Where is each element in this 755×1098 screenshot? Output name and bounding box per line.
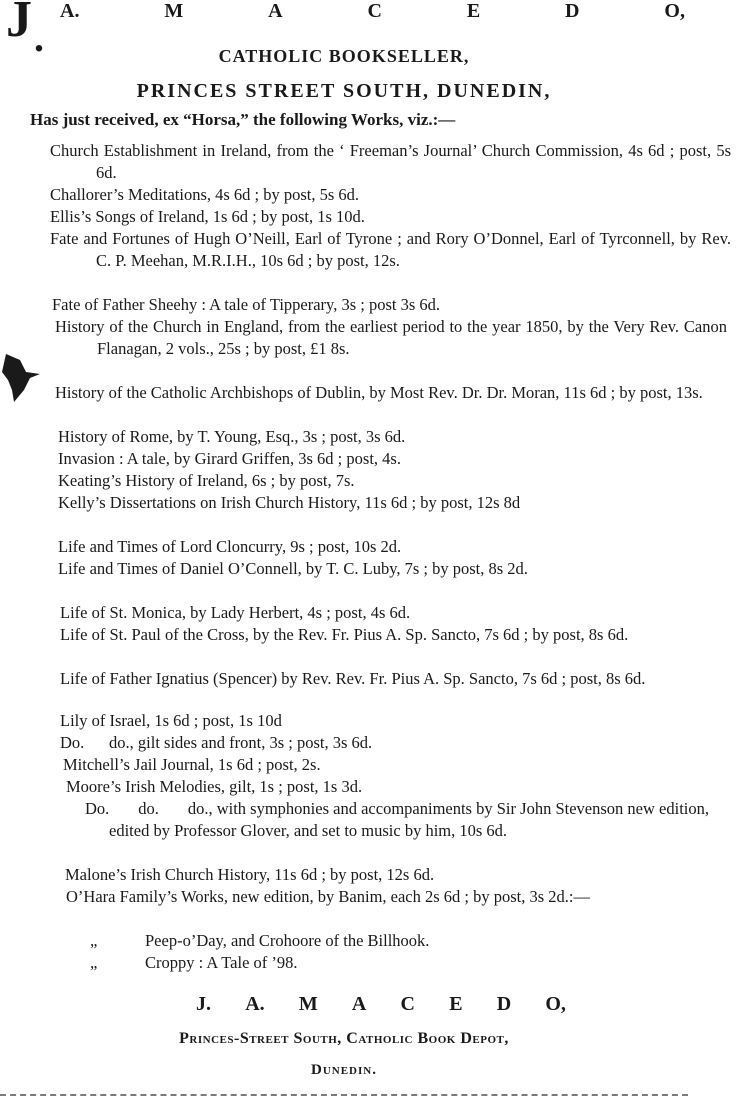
- header-address: PRINCES STREET SOUTH, DUNEDIN,: [136, 80, 552, 102]
- book-entry-text: Lily of Israel, 1s 6d ; post, 1s 10d: [60, 711, 282, 730]
- book-entry-text: Moore’s Irish Melodies, gilt, 1s ; post, 1s 3d.: [66, 777, 363, 796]
- book-entry-text: Do. do., gilt sides and front, 3s ; post, 3s 6d.: [60, 733, 373, 752]
- initial-letter: J: [6, 0, 32, 48]
- book-entry: [58, 492, 731, 514]
- name-letter: A: [351, 993, 367, 1015]
- book-entry: [60, 668, 733, 690]
- book-entry: [58, 558, 735, 580]
- book-entry: [60, 732, 731, 754]
- book-entry-text: Life of St. Paul of the Cross, by the Rev. Fr. Pius A. Sp. Sancto, 7s 6d ; by post, 8s 6d.: [60, 625, 629, 644]
- header-name: [60, 0, 685, 26]
- name-letter: A.: [245, 993, 265, 1015]
- pointing-hand-icon: [0, 350, 44, 406]
- name-letter: D: [496, 993, 512, 1015]
- ditto-mark: „: [90, 953, 98, 972]
- book-entry-text: Life of Father Ignatius (Spencer) by Rev. Rev. Fr. Pius A. Sp. Sancto, 7s 6d ; post, 8s 6d.: [60, 669, 646, 688]
- name-letter: J.: [196, 993, 211, 1015]
- footer-address: Princes-Street South, Catholic Book Depot,: [179, 1030, 509, 1047]
- name-letter: E: [449, 993, 463, 1015]
- book-entry: [58, 536, 731, 558]
- book-entry: [58, 470, 731, 492]
- book-entry-text: O’Hara Family’s Works, new edition, by Banim, each 2s 6d ; by post, 3s 2d.:—: [66, 887, 591, 906]
- book-entry: [63, 754, 731, 776]
- initial-dot: .: [34, 15, 44, 60]
- name-letter: C: [367, 0, 382, 22]
- book-entry-text: Challorer’s Meditations, 4s 6d ; by post, 5s 6d.: [50, 185, 360, 204]
- name-letter: A.: [60, 0, 80, 22]
- book-entry: [55, 316, 732, 360]
- book-entry: [66, 776, 731, 798]
- book-entry: [50, 228, 736, 272]
- bottom-rule: [0, 1094, 688, 1096]
- book-entry-text: Church Establishment in Ireland, from the ‘ Freeman’s Journal’ Church Commission, 4s 6d ; post, 5s 6d.: [50, 141, 736, 182]
- book-entry: [58, 448, 731, 470]
- book-entry-text: Fate of Father Sheehy : A tale of Tipperary, 3s ; post 3s 6d.: [52, 295, 441, 314]
- book-entry: [60, 602, 731, 624]
- footer-name: [196, 993, 566, 1021]
- book-entry: [85, 798, 714, 842]
- book-entry: [66, 886, 755, 908]
- book-entry-text: History of the Catholic Archbishops of Dublin, by Most Rev. Dr. Dr. Moran, 11s 6d ; by post, 13s.: [55, 383, 703, 402]
- book-entry: [50, 184, 731, 206]
- book-entry: [65, 864, 731, 886]
- book-entry-text: Invasion : A tale, by Girard Griffen, 3s 6d ; post, 4s.: [58, 449, 401, 468]
- book-entry: [60, 624, 735, 646]
- footer-city: Dunedin.: [311, 1062, 377, 1078]
- book-entry: [50, 140, 736, 184]
- book-entry: [58, 426, 731, 448]
- book-entry: [60, 710, 731, 732]
- book-entry-text: Malone’s Irish Church History, 11s 6d ; by post, 12s 6d.: [65, 865, 435, 884]
- sub-entry-text: Croppy : A Tale of ’98.: [145, 953, 298, 972]
- name-letter: A: [268, 0, 283, 22]
- name-letter: O,: [545, 993, 566, 1015]
- name-letter: O,: [664, 0, 685, 22]
- book-entry-text: Ellis’s Songs of Ireland, 1s 6d ; by post, 1s 10d.: [50, 207, 365, 226]
- intro-line: Has just received, ex “Horsa,” the following Works, viz.:—: [30, 110, 456, 129]
- book-entry-text: Fate and Fortunes of Hugh O’Neill, Earl of Tyrone ; and Rory O’Donnel, Earl of Tyrconnell, by Rev. C. P. Meehan, M.R.I.H., 10s 6d ; by post, 12s.: [50, 229, 736, 270]
- book-entry-text: Do. do. do., with symphonies and accompaniments by Sir John Stevenson new edition, edited by Professor Glover, and set to music by him, 10s 6d.: [85, 799, 714, 840]
- book-entry-text: Mitchell’s Jail Journal, 1s 6d ; post, 2s.: [63, 755, 321, 774]
- name-letter: D: [565, 0, 580, 22]
- book-entry-text: Life and Times of Daniel O’Connell, by T. C. Luby, 7s ; by post, 8s 2d.: [58, 559, 528, 578]
- book-entry: [50, 206, 731, 228]
- header-trade: CATHOLIC BOOKSELLER,: [218, 46, 470, 66]
- book-entry-text: Life of St. Monica, by Lady Herbert, 4s ; post, 4s 6d.: [60, 603, 411, 622]
- book-entry: [55, 382, 727, 404]
- ditto-mark: „: [90, 931, 98, 950]
- name-letter: M: [164, 0, 184, 22]
- book-entry-text: History of the Church in England, from the earliest period to the year 1850, by the Very Rev. Canon Flanagan, 2 vols., 25s ; by post, £1 8s.: [55, 317, 732, 358]
- sub-entry-text: Peep-o’Day, and Crohoore of the Billhook.: [145, 931, 430, 950]
- name-letter: M: [298, 993, 318, 1015]
- book-entry-text: History of Rome, by T. Young, Esq., 3s ; post, 3s 6d.: [58, 427, 406, 446]
- name-letter: E: [466, 0, 481, 22]
- name-letter: C: [400, 993, 415, 1015]
- book-entry: [52, 294, 731, 316]
- book-entry-text: Kelly’s Dissertations on Irish Church History, 11s 6d ; by post, 12s 8d: [58, 493, 521, 512]
- book-entry-text: Life and Times of Lord Cloncurry, 9s ; post, 10s 2d.: [58, 537, 402, 556]
- book-entry-text: Keating’s History of Ireland, 6s ; by post, 7s.: [58, 471, 355, 490]
